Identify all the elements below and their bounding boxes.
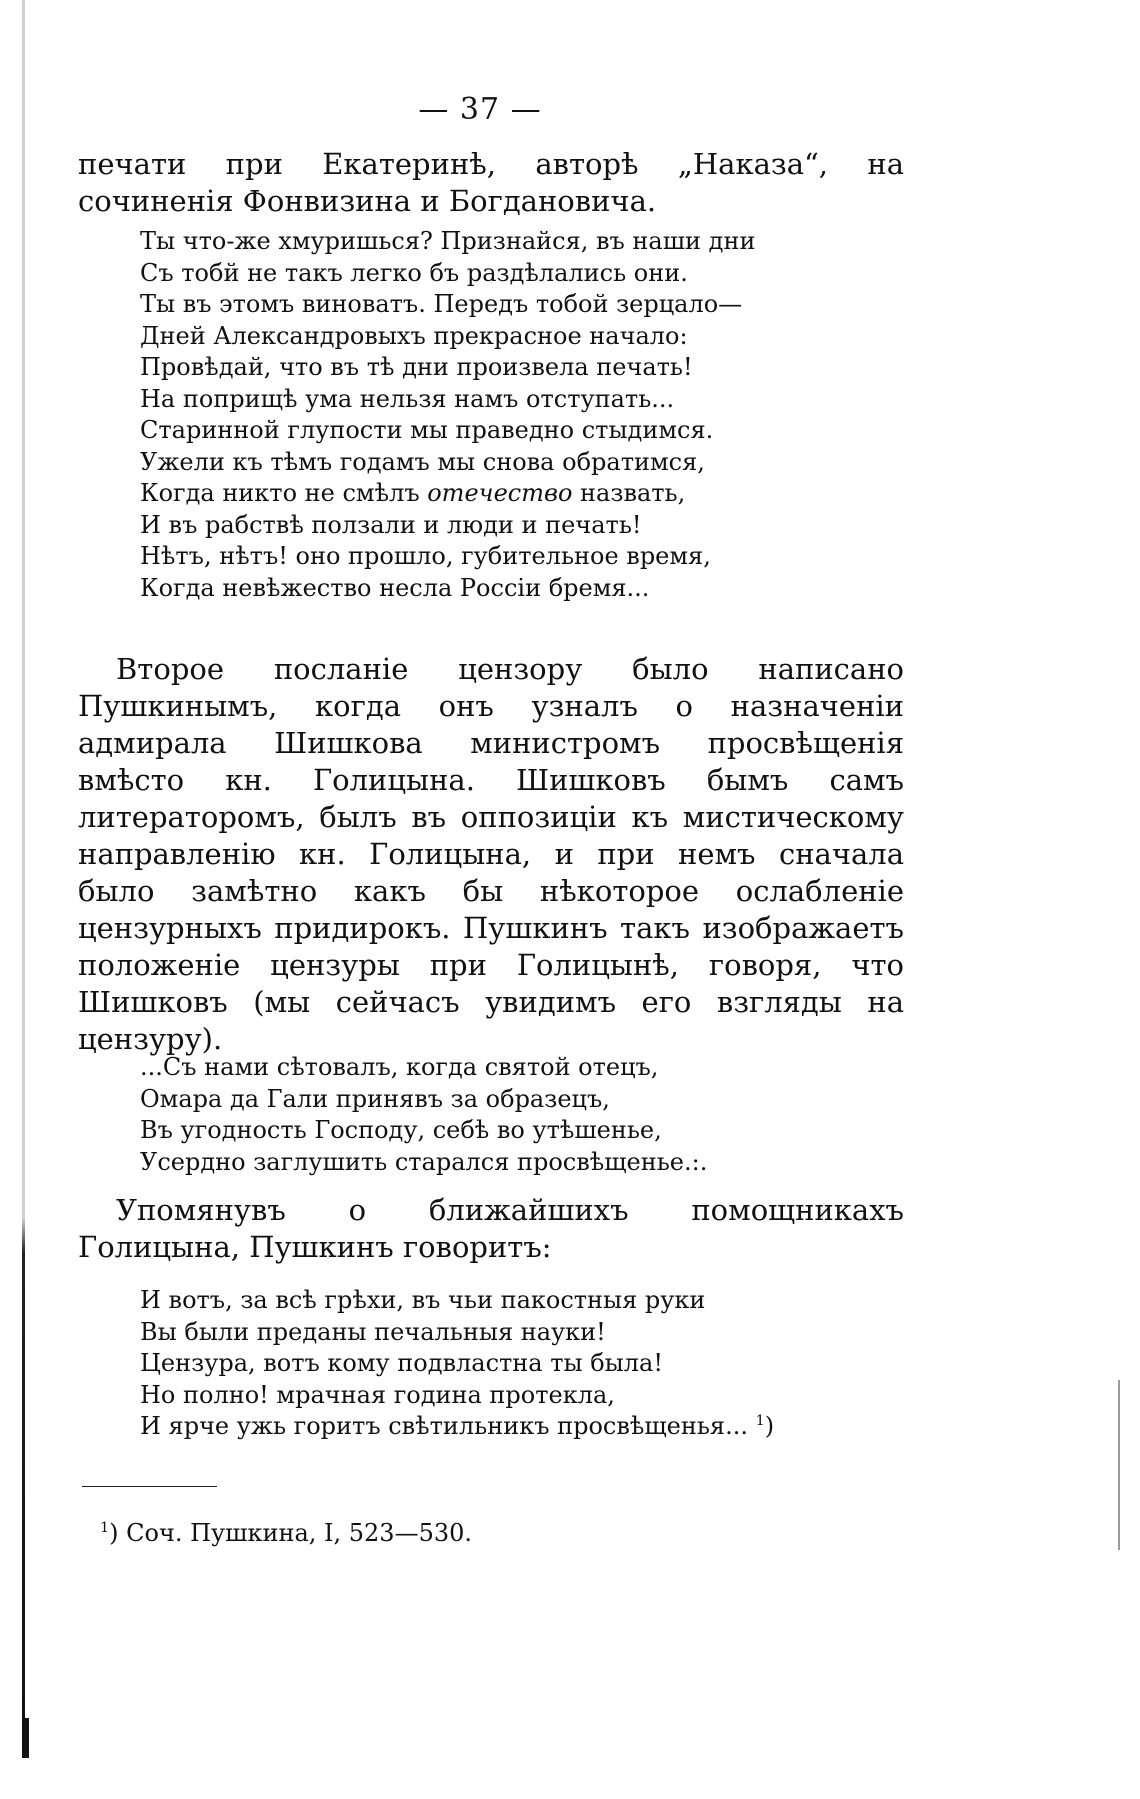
verse-1-line-12: Когда невѣжество несла Россіи бремя... — [140, 573, 650, 602]
footnote-mark: 1 — [100, 1520, 110, 1536]
paragraph-2 — [78, 651, 904, 1058]
verse-2-line-4: Усердно заглушить старался просвѣщенье.:. — [140, 1147, 708, 1176]
verse-block-3 — [140, 1285, 900, 1443]
verse-1-line-9 — [140, 478, 900, 510]
paragraph-1-text: печати при Екатеринѣ, авторѣ „Наказа“, на сочиненія Фонвизина и Богдановича. — [78, 147, 904, 218]
verse-3-line-5-text: И ярче ужь горитъ свѣтильникъ просвѣщенья... — [140, 1412, 748, 1440]
verse-1-line-9-start: Когда никто не смѣлъ — [140, 479, 420, 507]
verse-3-line-4: Но полно! мрачная година протекла, — [140, 1380, 615, 1409]
footnote-reference: 1 — [755, 1413, 765, 1429]
paragraph-1 — [78, 146, 904, 220]
footnote-mark-close: ) — [109, 1519, 119, 1547]
verse-1-line-9-italic: отечество — [427, 479, 573, 507]
paragraph-3 — [78, 1192, 904, 1266]
verse-1-line-4: Дней Александровыхъ прекрасное начало: — [140, 321, 688, 350]
page-edge-left — [22, 0, 25, 1740]
verse-1-line-10: И въ рабствѣ ползали и люди и печать! — [140, 510, 642, 539]
footnote-divider — [82, 1486, 217, 1487]
verse-3-line-2: Вы были преданы печальныя науки! — [140, 1317, 606, 1346]
footnote-text: Соч. Пушкина, I, 523—530. — [126, 1519, 473, 1547]
verse-3-line-5 — [140, 1411, 900, 1443]
page-edge-left-foot — [22, 1718, 29, 1758]
verse-2-line-1: ...Съ нами сѣтовалъ, когда святой отецъ, — [140, 1053, 659, 1081]
verse-2-line-2: Омара да Гали принявъ за образецъ, — [140, 1084, 610, 1113]
verse-3-line-1: И вотъ, за всѣ грѣхи, въ чьи пакостныя руки — [140, 1286, 706, 1314]
footnote-reference-close: ) — [764, 1412, 775, 1440]
verse-1-line-11: Нѣтъ, нѣтъ! оно прошло, губительное время, — [140, 542, 711, 570]
paragraph-2-text: Второе посланіе цензору было написано Пушкинымъ, когда онъ узналъ о назначеніи адмирала Шишкова министромъ просвѣщенія вмѣсто кн. Голицына. Шишковъ бымъ самъ литераторомъ, былъ въ оппозиціи къ мистическому направленію кн. Голицына, и при немъ сначала было замѣтно какъ бы нѣкоторое ослабленіе цензурныхъ придирокъ. Пушкинъ такъ изображаетъ положеніе цензуры при Голицынѣ, говоря, что Шишковъ (мы сейчасъ увидимъ его взгляды на цензуру). — [78, 652, 904, 1056]
verse-1-line-8: Ужели къ тѣмъ годамъ мы снова обратимся, — [140, 447, 705, 476]
verse-1-line-1: Ты что-же хмуришься? Признайся, въ наши дни — [140, 227, 756, 255]
page-number: — 37 — — [418, 92, 542, 127]
page-edge-right — [1118, 1380, 1120, 1550]
verse-1-line-7: Старинной глупости мы праведно стыдимся. — [140, 416, 714, 444]
verse-1-line-3: Ты въ этомъ виноватъ. Передъ тобой зерцало— — [140, 290, 743, 318]
verse-block-2 — [140, 1052, 900, 1178]
paragraph-3-text: Упомянувъ о ближайшихъ помощникахъ Голицына, Пушкинъ говоритъ: — [78, 1193, 904, 1264]
verse-1-line-5: Провѣдай, что въ тѣ дни произвела печать! — [140, 353, 693, 381]
verse-1-line-2: Съ тобй не такъ легко бъ раздѣлались они. — [140, 258, 688, 287]
verse-1-line-9-end: назвать, — [580, 479, 686, 507]
verse-2-line-3: Въ угодность Господу, себѣ во утѣшенье, — [140, 1116, 662, 1144]
verse-1-line-6: На поприщѣ ума нельзя намъ отступать... — [140, 384, 675, 413]
footnote — [100, 1518, 472, 1548]
verse-3-line-3: Цензура, вотъ кому подвластна ты была! — [140, 1349, 663, 1377]
verse-block-1 — [140, 226, 900, 604]
